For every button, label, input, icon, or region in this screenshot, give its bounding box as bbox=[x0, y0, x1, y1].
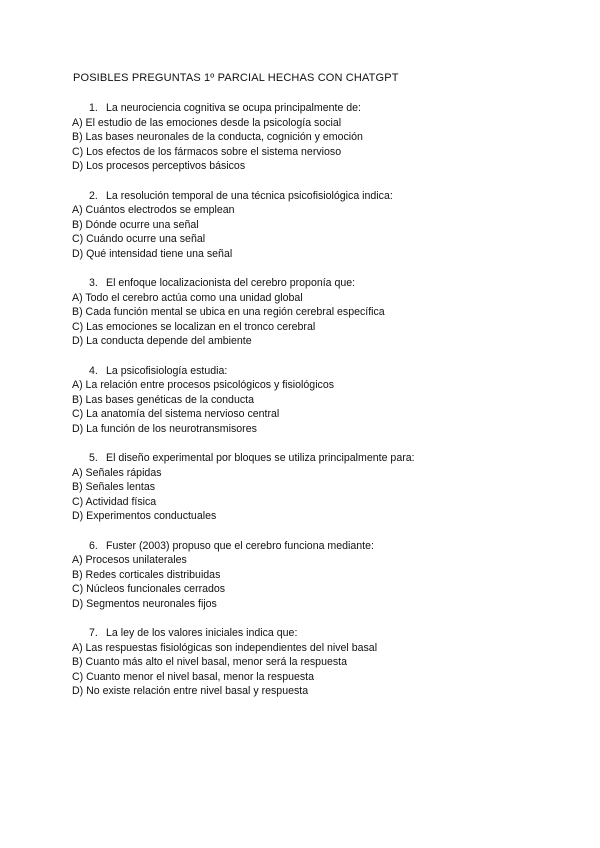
question-number: 5. bbox=[89, 452, 98, 464]
question-number: 6. bbox=[89, 539, 98, 552]
answer-option-d: D) La función de los neurotransmisores bbox=[72, 422, 257, 435]
answer-option-b: B) Señales lentas bbox=[72, 481, 156, 494]
question-4 bbox=[72, 364, 572, 452]
answer-option-b: B) Dónde ocurre una señal bbox=[72, 218, 199, 231]
answer-option-a: A) Todo el cerebro actúa como una unidad global bbox=[72, 291, 303, 304]
answer-option-b: B) Las bases neuronales de la conducta, cognición y emoción bbox=[72, 131, 363, 144]
question-3 bbox=[72, 276, 572, 364]
answer-option-d: D) Los procesos perceptivos básicos bbox=[72, 160, 246, 173]
answer-options bbox=[72, 466, 572, 524]
answer-option-d: D) Segmentos neuronales fijos bbox=[72, 597, 217, 610]
question-number: 7. bbox=[89, 627, 98, 639]
question-number: 2. bbox=[89, 189, 98, 202]
answer-options bbox=[72, 378, 572, 436]
question-heading bbox=[72, 276, 572, 291]
answer-option-c: C) Cuanto menor el nivel basal, menor la respuesta bbox=[72, 670, 315, 683]
question-heading bbox=[72, 189, 572, 204]
answer-option-c: C) La anatomía del sistema nervioso central bbox=[72, 408, 280, 421]
question-1 bbox=[72, 101, 572, 189]
answer-options bbox=[72, 291, 572, 349]
question-5 bbox=[72, 451, 572, 539]
answer-options bbox=[72, 553, 572, 611]
answer-option-c: C) Los efectos de los fármacos sobre el sistema nervioso bbox=[72, 145, 342, 158]
question-heading bbox=[72, 539, 572, 554]
question-number: 4. bbox=[89, 364, 98, 377]
answer-option-a: A) El estudio de las emociones desde la psicología social bbox=[72, 116, 342, 129]
answer-option-a: A) Las respuestas fisiológicas son independientes del nivel basal bbox=[72, 641, 378, 654]
answer-option-d: D) Qué intensidad tiene una señal bbox=[72, 247, 233, 260]
answer-option-b: B) Cada función mental se ubica en una región cerebral específica bbox=[72, 306, 385, 319]
question-7 bbox=[72, 626, 572, 714]
answer-option-a: A) Procesos unilaterales bbox=[72, 554, 187, 566]
answer-option-d: D) La conducta depende del ambiente bbox=[72, 335, 252, 348]
answer-option-c: C) Actividad física bbox=[72, 495, 157, 508]
question-text: La resolución temporal de una técnica psicofisiológica indica: bbox=[106, 189, 393, 202]
question-text: El diseño experimental por bloques se utiliza principalmente para: bbox=[106, 452, 415, 464]
question-number: 1. bbox=[89, 102, 98, 114]
question-text: La psicofisiología estudia: bbox=[106, 364, 228, 377]
question-text: La neurociencia cognitiva se ocupa principalmente de: bbox=[106, 102, 362, 114]
answer-option-a: A) La relación entre procesos psicológicos y fisiológicos bbox=[72, 379, 335, 391]
question-heading bbox=[72, 451, 572, 466]
answer-options bbox=[72, 116, 572, 174]
answer-option-b: B) Redes corticales distribuidas bbox=[72, 568, 221, 581]
question-heading bbox=[72, 101, 572, 116]
answer-option-a: A) Señales rápidas bbox=[72, 466, 162, 479]
answer-option-b: B) Cuanto más alto el nivel basal, menor será la respuesta bbox=[72, 656, 347, 669]
question-2 bbox=[72, 189, 572, 277]
answer-option-b: B) Las bases genéticas de la conducta bbox=[72, 393, 254, 406]
question-6 bbox=[72, 539, 572, 627]
question-text: Fuster (2003) propuso que el cerebro funciona mediante: bbox=[106, 539, 374, 552]
question-heading bbox=[72, 364, 572, 379]
answer-option-c: C) Las emociones se localizan en el tronco cerebral bbox=[72, 320, 316, 333]
answer-option-c: C) Núcleos funcionales cerrados bbox=[72, 583, 226, 596]
answer-option-d: D) Experimentos conductuales bbox=[72, 510, 217, 523]
question-text: La ley de los valores iniciales indica que: bbox=[106, 627, 298, 639]
answer-option-c: C) Cuándo ocurre una señal bbox=[72, 233, 206, 246]
question-number: 3. bbox=[89, 277, 98, 289]
answer-options bbox=[72, 203, 572, 261]
answer-options bbox=[72, 641, 572, 699]
answer-option-d: D) No existe relación entre nivel basal y respuesta bbox=[72, 685, 309, 698]
question-heading bbox=[72, 626, 572, 641]
answer-option-a: A) Cuántos electrodos se emplean bbox=[72, 204, 235, 216]
question-text: El enfoque localizacionista del cerebro proponía que: bbox=[106, 277, 356, 289]
question-list bbox=[72, 101, 572, 714]
document-title: POSIBLES PREGUNTAS 1º PARCIAL HECHAS CON CHATGPT bbox=[73, 72, 399, 84]
